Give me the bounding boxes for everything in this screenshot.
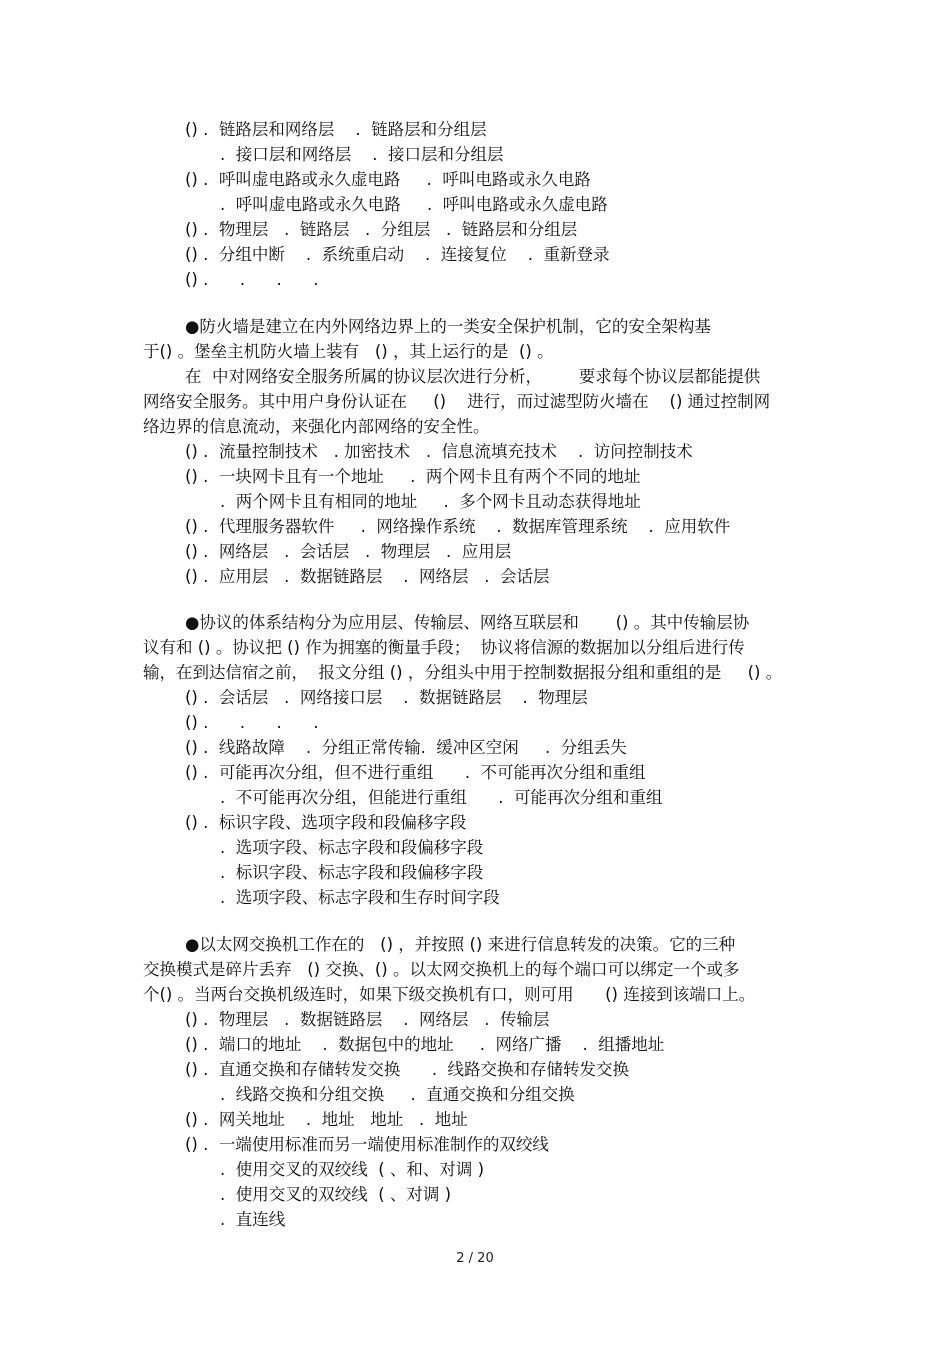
- question-line: 于() 。堡垒主机防火墙上装有 () ，其上运行的是 () 。: [143, 342, 554, 361]
- option-line: . 两个网卡且有相同的地址 . 多个网卡且动态获得地址: [220, 492, 641, 511]
- option-line: () . 分组中断 . 系统重启动 . 连接复位 . 重新登录: [185, 245, 610, 264]
- option-line: () . 一块网卡且有一个地址 . 两个网卡且有两个不同的地址: [185, 467, 641, 486]
- question-line: ●防火墙是建立在内外网络边界上的一类安全保护机制，它的安全架构基: [185, 317, 711, 336]
- option-line: () . 代理服务器软件 . 网络操作系统 . 数据库管理系统 . 应用软件: [185, 517, 731, 536]
- option-line: () . 应用层 . 数据链路层 . 网络层 . 会话层: [185, 567, 550, 586]
- option-line: . 使用交叉的双绞线 ( 、对调 ): [220, 1185, 452, 1204]
- option-line: . 接口层和网络层 . 接口层和分组层: [220, 145, 504, 164]
- option-line: . 不可能再次分组，但能进行重组 . 可能再次分组和重组: [220, 788, 663, 807]
- option-line: () . 线路故障 . 分组正常传输. 缓冲区空闲 . 分组丢失: [185, 738, 627, 757]
- option-line: () . 一端使用标准而另一端使用标准制作的双绞线: [185, 1135, 549, 1154]
- option-line: . 选项字段、标志字段和生存时间字段: [220, 888, 500, 907]
- option-line: () . 网络层 . 会话层 . 物理层 . 应用层: [185, 542, 512, 561]
- option-line: . 标识字段、标志字段和段偏移字段: [220, 863, 484, 882]
- option-line: () . 物理层 . 链路层 . 分组层 . 链路层和分组层: [185, 220, 578, 239]
- option-line: . 直连线: [220, 1210, 286, 1229]
- question-line: 网络安全服务。其中用户身份认证在 () 进行，而过滤型防火墙在 () 通过控制网: [143, 392, 771, 411]
- question-line: 交换模式是碎片丢弃 () 交换、() 。以太网交换机上的每个端口可以绑定一个或多: [143, 960, 740, 979]
- option-line: () . 链路层和网络层 . 链路层和分组层: [185, 120, 487, 139]
- option-line: () . 标识字段、选项字段和段偏移字段: [185, 813, 467, 832]
- option-line: () . 网关地址 . 地址 地址 . 地址: [185, 1110, 468, 1129]
- question-line: 议有和 () 。协议把 () 作为拥塞的衡量手段； 协议将信源的数据加以分组后进行传: [143, 638, 745, 657]
- option-line: () . 可能再次分组，但不进行重组 . 不可能再次分组和重组: [185, 763, 646, 782]
- option-line: () . 会话层 . 网络接口层 . 数据链路层 . 物理层: [185, 688, 588, 707]
- question-line: 络边界的信息流动，来强化内部网络的安全性。: [143, 417, 490, 436]
- option-line: () . . . .: [185, 713, 319, 732]
- question-line: 在 中对网络安全服务所属的协议层次进行分析， 要求每个协议层都能提供: [185, 367, 761, 386]
- option-line: () . 直通交换和存储转发交换 . 线路交换和存储转发交换: [185, 1060, 630, 1079]
- option-line: . 线路交换和分组交换 . 直通交换和分组交换: [220, 1085, 575, 1104]
- page-number: 2 / 20: [456, 1251, 494, 1266]
- option-line: . 选项字段、标志字段和段偏移字段: [220, 838, 484, 857]
- option-line: . 使用交叉的双绞线 ( 、和、对调 ): [220, 1160, 485, 1179]
- option-line: . 呼叫虚电路或永久电路 . 呼叫电路或永久虚电路: [220, 195, 608, 214]
- question-line: ●协议的体系结构分为应用层、传输层、网络互联层和 () 。其中传输层协: [185, 613, 750, 632]
- option-line: () . . . .: [185, 270, 319, 289]
- option-line: () . 物理层 . 数据链路层 . 网络层 . 传输层: [185, 1010, 550, 1029]
- option-line: () . 端口的地址 . 数据包中的地址 . 网络广播 . 组播地址: [185, 1035, 665, 1054]
- option-line: () . 流量控制技术 . 加密技术 . 信息流填充技术 . 访问控制技术: [185, 442, 693, 461]
- question-line: 个() 。当两台交换机级连时，如果下级交换机有口，则可用 () 连接到该端口上。: [143, 985, 756, 1004]
- option-line: () . 呼叫虚电路或永久虚电路 . 呼叫电路或永久电路: [185, 170, 591, 189]
- question-line: ●以太网交换机工作在的 () ，并按照 () 来进行信息转发的决策。它的三种: [185, 935, 736, 954]
- question-line: 输，在到达信宿之前， 报文分组 () ，分组头中用于控制数据报分组和重组的是 () 。: [143, 663, 783, 682]
